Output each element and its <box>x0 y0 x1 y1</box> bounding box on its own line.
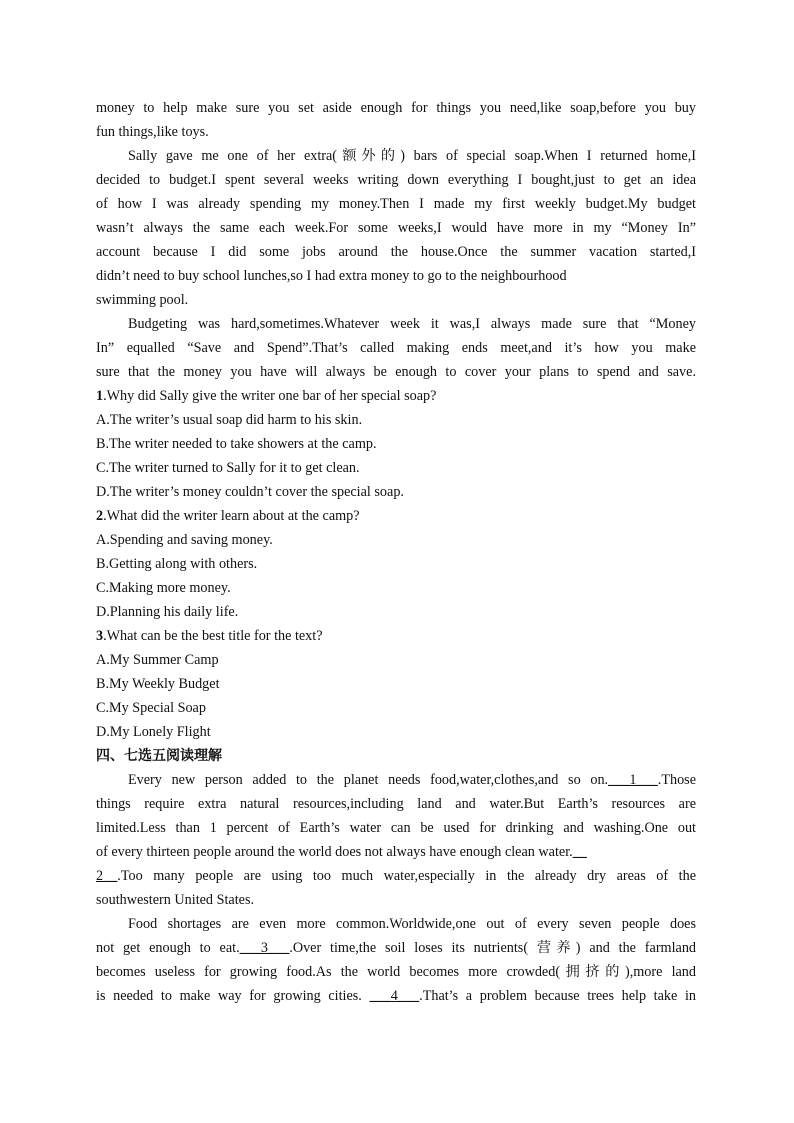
passage-line: southwestern United States. <box>96 892 255 908</box>
passage-line: fun things,like toys. <box>96 124 209 140</box>
passage-line: Food shortages are even more common.Worldwide,one out of every seven people does <box>128 916 696 932</box>
option-a: A.Spending and saving money. <box>96 532 273 548</box>
question-1 <box>96 384 696 504</box>
passage-line: didn’t need to buy school lunches,so I had extra money to go to the neighbourhood <box>96 268 567 284</box>
passage-line <box>96 768 696 792</box>
option-c: C.My Special Soap <box>96 700 206 716</box>
text-run: is needed to make way for growing cities. <box>96 988 370 1004</box>
option-d: D.The writer’s money couldn’t cover the special soap. <box>96 484 404 500</box>
blank-2-start: __ <box>572 844 587 860</box>
question-text: .What can be the best title for the text? <box>103 628 323 644</box>
question-2 <box>96 504 696 624</box>
passage-2 <box>96 768 696 1008</box>
question-3 <box>96 624 696 744</box>
option-b: B.Getting along with others. <box>96 556 258 572</box>
option-d: D.My Lonely Flight <box>96 724 211 740</box>
option-c: C.The writer turned to Sally for it to get clean. <box>96 460 360 476</box>
blank-4: ___4___ <box>369 988 420 1004</box>
option-c: C.Making more money. <box>96 580 231 596</box>
passage-line <box>96 840 696 864</box>
question-number: 3 <box>96 628 104 644</box>
question-number: 1 <box>96 388 104 404</box>
passage-line: account because I did some jobs around the house.Once the summer vacation started,I <box>96 244 696 260</box>
passage-line: limited.Less than 1 percent of Earth’s water can be used for drinking and washing.One out <box>96 820 696 836</box>
text-run: .Over time,the soil loses its nutrients( 营养) and the farmland <box>289 940 696 956</box>
question-stem <box>96 504 696 528</box>
option-b: B.The writer needed to take showers at the camp. <box>96 436 377 452</box>
passage-line: Budgeting was hard,sometimes.Whatever week it was,I always made sure that “Money <box>128 316 696 332</box>
text-run: .That’s a problem because trees help take in <box>419 988 696 1004</box>
blank-1: ___1___ <box>608 772 658 788</box>
question-number: 2 <box>96 508 104 524</box>
passage-line: swimming pool. <box>96 292 189 308</box>
text-run: .Those <box>657 772 696 788</box>
text-run: of every thirteen people around the world does not always have enough clean water. <box>96 844 573 860</box>
question-text: .What did the writer learn about at the camp? <box>103 508 360 524</box>
passage-line: In” equalled “Save and Spend”.That’s called making ends meet,and it’s how you make <box>96 340 696 356</box>
option-a: A.The writer’s usual soap did harm to his skin. <box>96 412 363 428</box>
section-title: 四、七选五阅读理解 <box>96 748 222 764</box>
passage-line <box>96 936 696 960</box>
passage-line: decided to budget.I spent several weeks writing down everything I bought,just to get an idea <box>96 172 696 188</box>
question-text: .Why did Sally give the writer one bar of her special soap? <box>103 388 437 404</box>
question-stem <box>96 624 696 648</box>
passage-line <box>96 864 696 888</box>
passage-line: of how I was already spending my money.Then I made my first weekly budget.My budget <box>96 196 696 212</box>
passage-line: things require extra natural resources,including land and water.But Earth’s resources are <box>96 796 696 812</box>
text-run: not get enough to eat. <box>96 940 240 956</box>
question-stem <box>96 384 696 408</box>
blank-2: 2__ <box>96 868 118 884</box>
blank-3: ___3___ <box>239 940 290 956</box>
document-page <box>96 96 696 1008</box>
passage-line <box>96 984 696 1008</box>
option-d: D.Planning his daily life. <box>96 604 239 620</box>
passage-line: sure that the money you have will always be enough to cover your plans to spend and save. <box>96 364 696 380</box>
passage-line: Sally gave me one of her extra(额外的) bars of special soap.When I returned home,I <box>128 148 696 164</box>
passage-line: money to help make sure you set aside enough for things you need,like soap,before you buy <box>96 100 696 116</box>
passage-line: wasn’t always the same each week.For some weeks,I would have more in my “Money In” <box>96 220 696 236</box>
option-b: B.My Weekly Budget <box>96 676 220 692</box>
text-run: Every new person added to the planet needs food,water,clothes,and so on. <box>128 772 609 788</box>
option-a: A.My Summer Camp <box>96 652 219 668</box>
passage-1 <box>96 96 696 384</box>
text-run: .Too many people are using too much water,especially in the already dry areas of the <box>117 868 696 884</box>
passage-line: becomes useless for growing food.As the world becomes more crowded(拥挤的),more land <box>96 964 696 980</box>
